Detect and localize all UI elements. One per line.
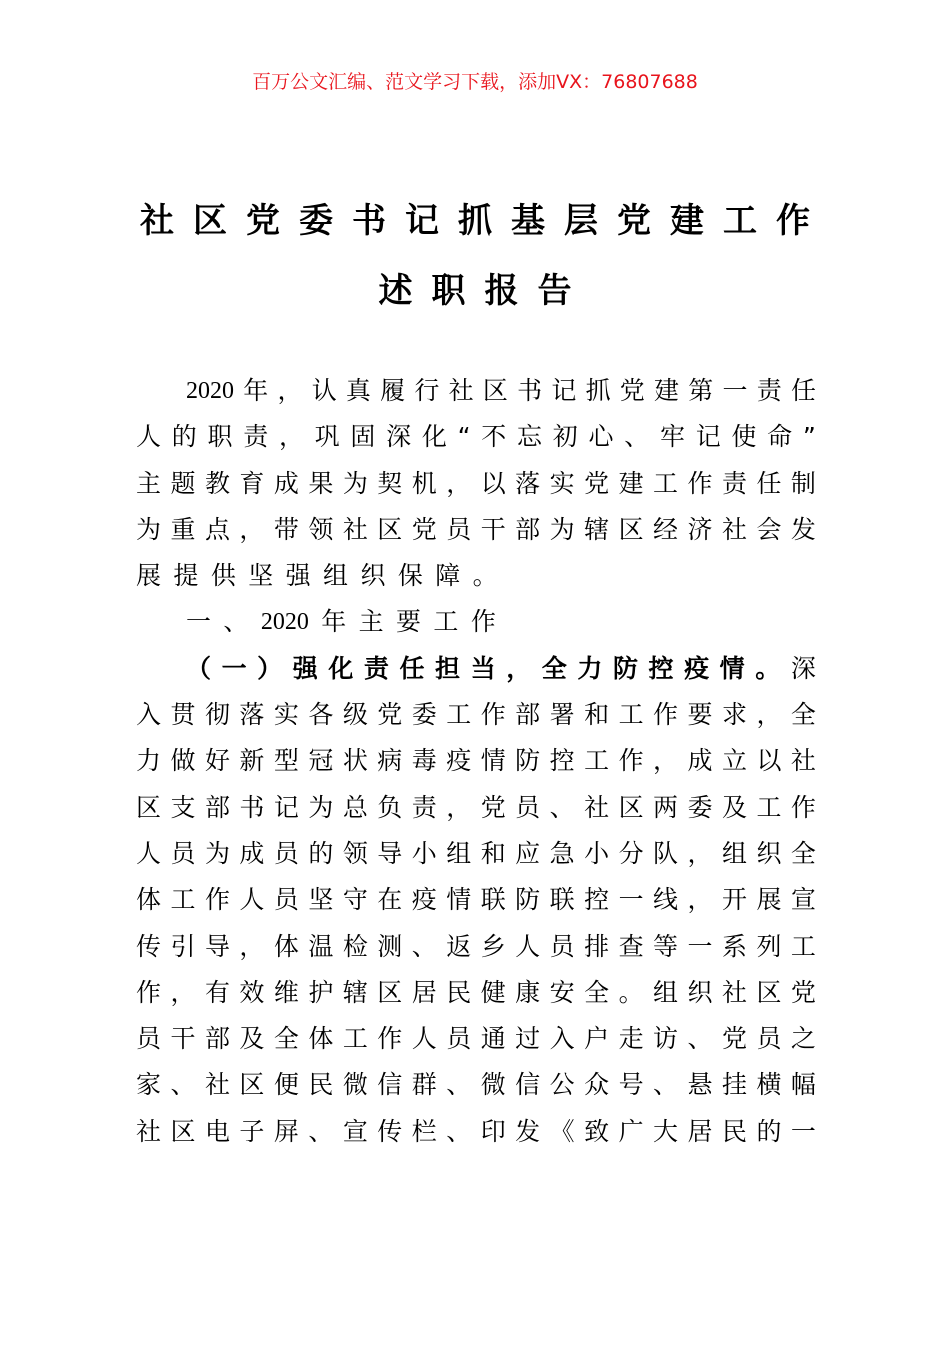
paragraph-subsection-1: [136, 646, 816, 1155]
text-line: 2020 年 ， 认 真 履 行 社 区 书 记 抓 党 建 第 一 责 任: [186, 376, 816, 405]
text-line: 作 ， 有 效 维 护 辖 区 居 民 健 康 安 全 。 组 织 社 区 党: [136, 977, 816, 1007]
watermark-header: 百万公文汇编、范文学习下载，添加VX：76807688: [252, 71, 698, 93]
text-line: 人 员 为 成 员 的 领 导 小 组 和 应 急 小 分 队 ， 组 织 全: [136, 838, 816, 868]
text-line: 区 支 部 书 记 为 总 负 责 ， 党 员 、 社 区 两 委 及 工 作: [136, 792, 816, 822]
text-line: 展 提 供 坚 强 组 织 保 障 。: [136, 561, 498, 591]
text-line: 员 干 部 及 全 体 工 作 人 员 通 过 入 户 走 访 、 党 员 之: [136, 1024, 816, 1054]
text-line: 为 重 点 ， 带 领 社 区 党 员 干 部 为 辖 区 经 济 社 会 发: [136, 514, 816, 544]
text-line: 入 贯 彻 落 实 各 级 党 委 工 作 部 署 和 工 作 要 求 ， 全: [136, 700, 816, 730]
section-heading: [136, 599, 816, 645]
text-line: 一 、 2020 年 主 要 工 作: [186, 607, 496, 637]
paragraph-intro: [136, 368, 816, 599]
text-line: 体 工 作 人 员 坚 守 在 疫 情 联 防 联 控 一 线 ， 开 展 宣: [136, 885, 816, 915]
text-line: （ 一 ） 强 化 责 任 担 当 ， 全 力 防 控 疫 情 。 深: [186, 653, 816, 683]
text-line: 家 、 社 区 便 民 微 信 群 、 微 信 公 众 号 、 悬 挂 横 幅: [136, 1070, 816, 1100]
text-line: 人 的 职 责 ， 巩 固 深 化 “ 不 忘 初 心 、 牢 记 使 命 ”: [136, 422, 816, 452]
document-title-line-1: 社区党委书记抓基层党建工作: [140, 201, 829, 241]
text-line: 传 引 导 ， 体 温 检 测 、 返 乡 人 员 排 查 等 一 系 列 工: [136, 931, 816, 961]
document-title-line-2: 述职报告: [378, 271, 591, 311]
text-line: 力 做 好 新 型 冠 状 病 毒 疫 情 防 控 工 作 ， 成 立 以 社: [136, 746, 816, 776]
text-line: 主 题 教 育 成 果 为 契 机 ， 以 落 实 党 建 工 作 责 任 制: [136, 468, 816, 498]
text-line: 社 区 电 子 屏 、 宣 传 栏 、 印 发 《 致 广 大 居 民 的 一: [136, 1116, 816, 1146]
document-body: [136, 368, 816, 1155]
